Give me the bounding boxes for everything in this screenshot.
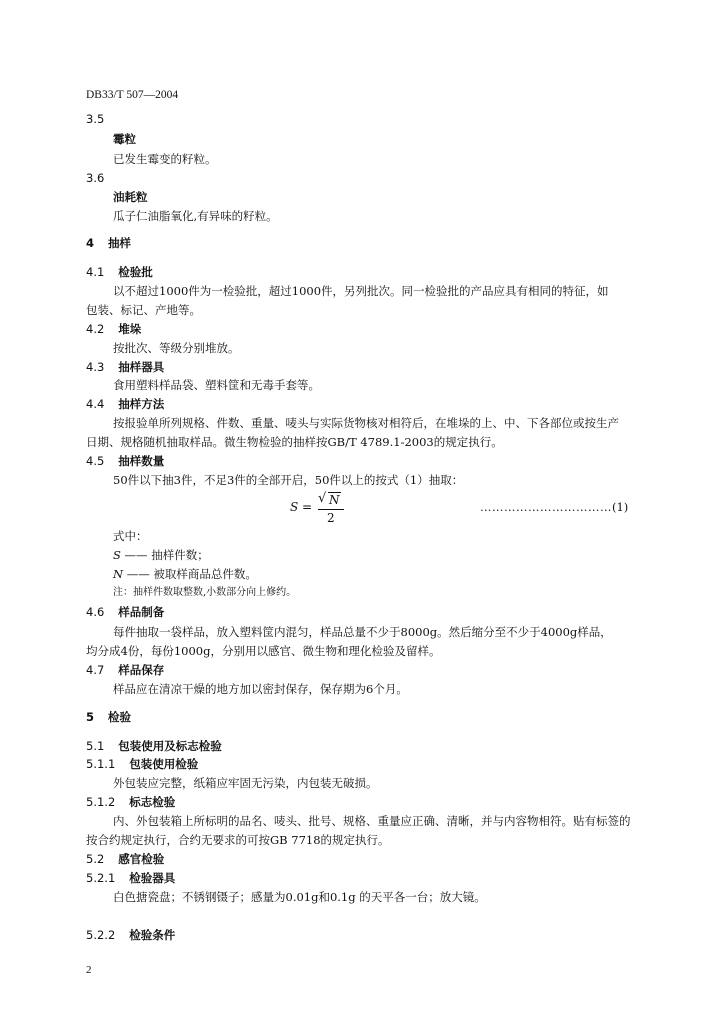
clause-title: 感官检验: [118, 852, 165, 866]
clause-number: 5.2.1: [86, 871, 116, 885]
clause-number: 3.5: [86, 112, 105, 126]
clause-number: 5.1: [86, 739, 105, 753]
formula-variable: N: [329, 493, 340, 507]
clause-heading: [86, 264, 153, 280]
term-title: 油耗粒: [113, 190, 148, 204]
section-heading: [86, 235, 131, 251]
clause-number: 5.2: [86, 852, 105, 866]
clause-heading: [86, 927, 175, 943]
clause-title: 检验器具: [129, 871, 176, 885]
clause-title: 包装使用检验: [129, 757, 199, 771]
paragraph-line: 按报验单所列规格、件数、重量、唛头与实际货物核对相符后，在堆垛的上、中、下各部位或按生产: [113, 416, 619, 430]
clause-heading: [86, 794, 175, 810]
clause-number: 4.3: [86, 360, 105, 374]
symbol-meaning: 抽样件数；: [151, 548, 209, 562]
formula-lhs: S: [290, 500, 299, 514]
paragraph-line: 外包装应完整，纸箱应牢固无污染，内包装无破损。: [113, 776, 378, 790]
paragraph-line: 50件以下抽3件，不足3件的全部开启，50件以上的按式（1）抽取：: [113, 473, 464, 487]
term-title: 霉粒: [113, 132, 136, 146]
equation-label: (1): [612, 500, 629, 514]
paragraph-line: 内、外包装箱上所标明的品名、唛头、批号、规格、重量应正确、清晰，并与内容物相符。贴有标签的: [113, 814, 631, 828]
radical-sign: √: [318, 491, 327, 506]
clause-title: 样品制备: [118, 605, 165, 619]
symbol: N: [113, 567, 124, 581]
where-label: 式中：: [113, 529, 148, 543]
clause-number: 4.6: [86, 605, 105, 619]
clause-title: 检验批: [118, 265, 153, 279]
paragraph-line: 包装、标记、产地等。: [86, 303, 201, 317]
section-title: 抽样: [108, 236, 132, 250]
clause-number: 5.1.2: [86, 795, 116, 809]
clause-title: 包装使用及标志检验: [118, 739, 222, 753]
section-number: 4: [86, 236, 95, 250]
document-code: DB33/T 507—2004: [86, 89, 179, 101]
symbol-meaning: 被取样商品总件数。: [153, 567, 257, 581]
clause-number: 4.1: [86, 265, 105, 279]
page-number: 2: [86, 964, 92, 976]
fraction-bar: [318, 509, 344, 510]
section-heading: [86, 709, 131, 725]
clause-heading: [86, 851, 164, 867]
formula-equals: =: [302, 500, 313, 514]
paragraph-line: 样品应在清凉干燥的地方加以密封保存，保存期为6个月。: [113, 682, 408, 696]
clause-title: 抽样方法: [118, 397, 165, 411]
clause-heading: [86, 359, 164, 375]
symbol: S: [113, 548, 121, 562]
clause-number: 4.4: [86, 397, 105, 411]
paragraph-line: 白色搪瓷盘；不锈钢镊子；感量为0.01g和0.1g 的天平各一台；放大镜。: [113, 890, 486, 904]
clause-heading: [86, 453, 164, 469]
clause-heading: [86, 870, 175, 886]
symbol-dash: ——: [126, 567, 150, 581]
section-title: 检验: [108, 710, 132, 724]
clause-heading: [86, 738, 222, 754]
paragraph-line: 日期、规格随机抽取样品。微生物检验的抽样按GB/T 4789.1-2003的规定执行。: [86, 435, 503, 449]
paragraph-line: 以不超过1000件为一检验批，超过1000件，另列批次。同一检验批的产品应具有相同的特征，如: [113, 284, 609, 298]
clause-heading: [86, 662, 164, 678]
leader-dots: ……………………………: [480, 500, 612, 514]
paragraph-line: 按批次、等级分别堆放。: [113, 341, 240, 355]
clause-heading: [86, 321, 141, 337]
paragraph-line: 食用塑料样品袋、塑料筐和无毒手套等。: [113, 378, 320, 392]
symbol-dash: ——: [124, 548, 148, 562]
clause-heading: [86, 396, 164, 412]
clause-title: 标志检验: [129, 795, 176, 809]
symbol-definition: [113, 566, 257, 582]
note: 注：抽样件数取整数,小数部分向上修约。: [113, 587, 297, 598]
clause-number: 4.5: [86, 454, 105, 468]
clause-title: 检验条件: [129, 928, 176, 942]
clause-number: 4.7: [86, 663, 105, 677]
clause-heading: [86, 604, 164, 620]
clause-heading: [86, 756, 198, 772]
clause-number: 5.2.2: [86, 928, 116, 942]
formula-denominator: 2: [327, 511, 335, 525]
clause-title: 抽样器具: [118, 360, 165, 374]
term-definition: 已发生霉变的籽粒。: [113, 152, 217, 166]
sampling-formula: [290, 491, 350, 534]
paragraph-line: 均分成4份，每份1000g，分别用以感官、微生物和理化检验及留样。: [86, 644, 441, 658]
term-definition: 瓜子仁油脂氧化,有异味的籽粒。: [113, 209, 278, 223]
section-number: 5: [86, 710, 95, 724]
clause-number: 3.6: [86, 171, 105, 185]
equation-number: [480, 500, 628, 514]
clause-title: 样品保存: [118, 663, 165, 677]
symbol-definition: [113, 547, 209, 563]
clause-number: 4.2: [86, 322, 105, 336]
clause-title: 抽样数量: [118, 454, 165, 468]
clause-number: 5.1.1: [86, 757, 116, 771]
clause-title: 堆垛: [118, 322, 142, 336]
paragraph-line: 每件抽取一袋样品，放入塑料筐内混匀，样品总量不少于8000g。然后缩分至不少于4000g样品，: [113, 625, 612, 639]
paragraph-line: 按合约规定执行，合约无要求的可按GB 7718的规定执行。: [86, 833, 390, 847]
